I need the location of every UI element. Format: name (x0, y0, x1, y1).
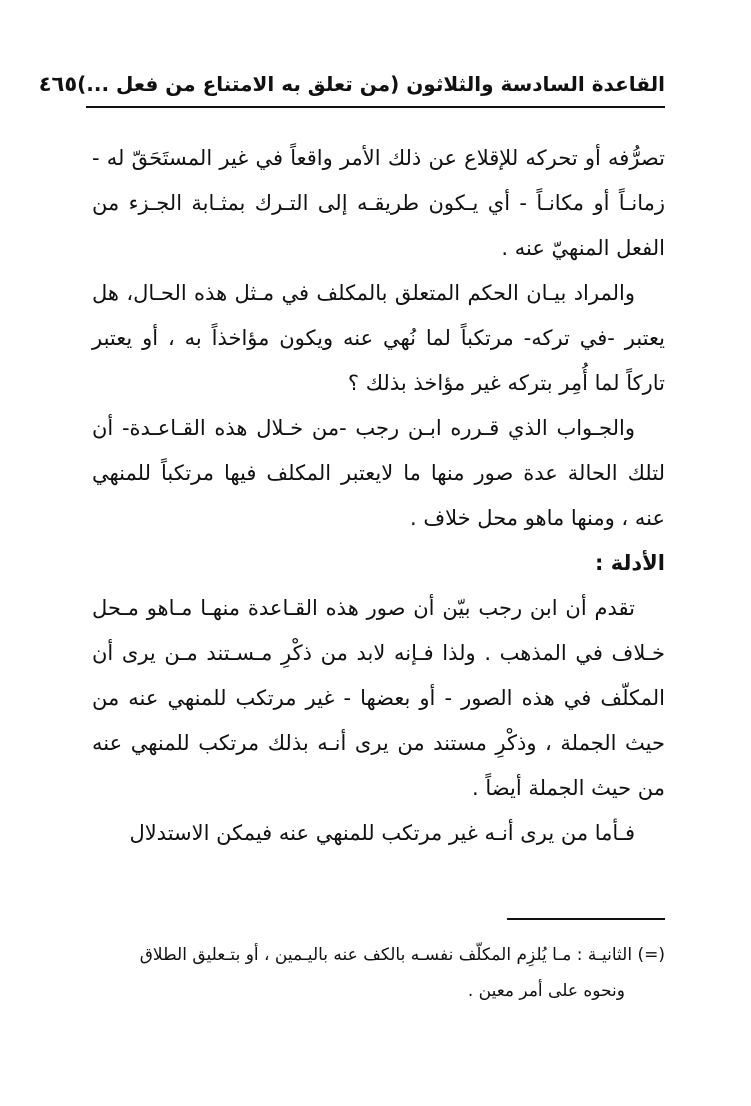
section-heading-evidence: الأدلة : (595, 551, 665, 575)
paragraph-2: والمراد بيـان الحكم المتعلق بالمكلف في مـثل هذه الحـال، هل يعتبر -في تركه- مرتكباً لما نُهي عنه ويكون مؤاخذاً به ، أو يعتبر تاركاً لما أُمِر بتركه غير مؤاخذ بذلك ؟ (92, 281, 665, 395)
body-text (92, 136, 665, 856)
paragraph-4: تقدم أن ابن رجب بيّن أن صور هذه القـاعدة منهـا مـاهو مـحل خـلاف في المذهب . ولذا فـإنه لابد من ذكْرِ مـسـتند مـن يرى أن المكلّف في هذه الصور - أو بعضها - غير مرتكب للمنهي عنه من حيث الجملة ، وذكْرِ مستند من يرى أنـه بذلك مرتكب للمنهي عنه من حيث الجملة أيضاً . (92, 596, 665, 800)
running-header (38, 62, 665, 108)
page-number: ٤٦٥ (38, 72, 78, 96)
footnote (92, 937, 665, 1009)
footnote-divider (507, 918, 665, 920)
footnote-line-2: ونحوه على أمر معين . (467, 981, 625, 1001)
chapter-title: القاعدة السادسة والثلاثون (من تعلق به الامتناع من فعل ...) (77, 72, 665, 96)
paragraph-3: والجـواب الذي قـرره ابـن رجب -من خـلال هذه القـاعـدة- أن لتلك الحالة عدة صور منها ما لايعتبر المكلف فيها مرتكباً للمنهي عنه ، ومنها ماهو محل خلاف . (92, 416, 665, 530)
paragraph-5: فـأما من يرى أنـه غير مرتكب للمنهي عنه فيمكن الاستدلال (129, 821, 635, 845)
footnote-line-1: (=) الثانيـة : مـا يُلزِم المكلّف نفسـه بالكف عنه باليـمين ، أو بتـعليق الطلاق (139, 945, 665, 965)
paragraph-1: تصرُّفه أو تحركه للإقلاع عن ذلك الأمر واقعاً في غير المستَحَقّ له - زمانـاً أو مكانـاً - أي يـكون طريقـه إلى التـرك بمثـابة الجـزء من الفعل المنهيّ عنه . (92, 146, 665, 260)
